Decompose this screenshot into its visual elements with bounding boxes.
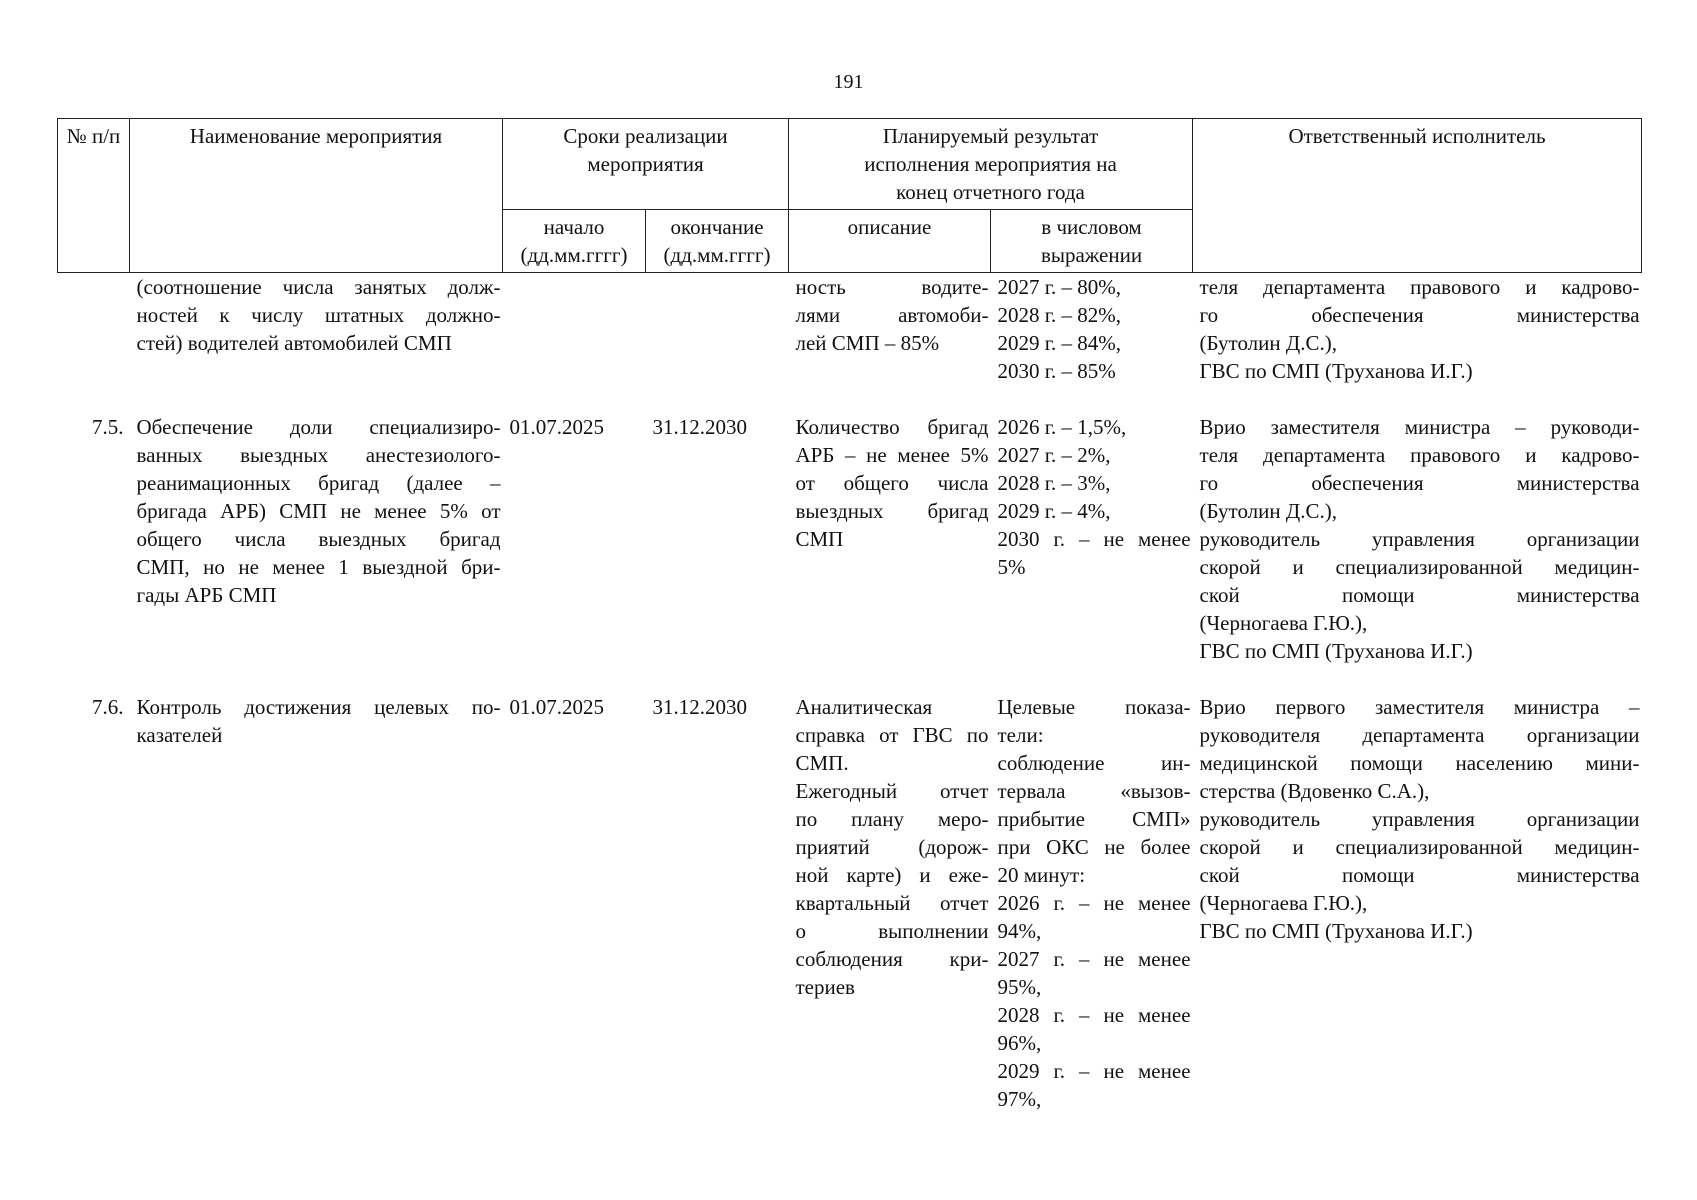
- text-line: тервала «вызов-: [997, 779, 1191, 803]
- row-name: [130, 273, 503, 414]
- header-result: Планируемый результат исполнения мероприятия на конец отчетного года: [789, 119, 1193, 210]
- text-line: 2029 г. – 84%,: [997, 331, 1121, 355]
- text-line: 2027 г. – 2%,: [997, 443, 1111, 467]
- header-desc: описание: [789, 210, 991, 273]
- text-line: скорой и специализированной медицин-: [1199, 835, 1640, 859]
- text-line: по плану меро-: [795, 807, 989, 831]
- table-body: [58, 273, 1642, 1134]
- text-line: ванных выездных анестезиолого-: [136, 443, 501, 467]
- text-line: 2029 г. – 4%,: [997, 499, 1111, 523]
- text-line: ной карте) и еже-: [795, 863, 989, 887]
- text-line: соблюдения кри-: [795, 947, 989, 971]
- text-line: выездных бригад: [795, 499, 989, 523]
- row-value: [991, 693, 1193, 1133]
- text-line: Обеспечение доли специализиро-: [136, 415, 501, 439]
- text-line: квартальный отчет: [795, 891, 989, 915]
- text-line: при ОКС не более: [997, 835, 1191, 859]
- text-line: 2027 г. – 80%,: [997, 275, 1121, 299]
- text-line: Ежегодный отчет: [795, 779, 989, 803]
- text-line: от общего числа: [795, 471, 989, 495]
- header-start: начало (дд.мм.гггг): [503, 210, 646, 273]
- text-line: ностей к числу штатных должно-: [136, 303, 501, 327]
- text-line: лями автомоби-: [795, 303, 989, 327]
- row-name: [130, 413, 503, 693]
- text-line: 2028 г. – не менее: [997, 1003, 1191, 1027]
- row-value: [991, 273, 1193, 414]
- table-row: [58, 413, 1642, 693]
- text-line: казателей: [136, 723, 223, 747]
- text-line: ской помощи министерства: [1199, 583, 1640, 607]
- activities-table: [57, 118, 1641, 1133]
- text-line: Аналитическая: [795, 695, 933, 719]
- text-line: соблюдение ин-: [997, 751, 1191, 775]
- row-desc: [789, 693, 991, 1133]
- row-num: [58, 273, 130, 414]
- row-end: 31.12.2030: [652, 415, 747, 439]
- text-line: 2030 г. – не менее: [997, 527, 1191, 551]
- text-line: го обеспечения министерства: [1199, 471, 1640, 495]
- text-line: гады АРБ СМП: [136, 583, 277, 607]
- text-line: реанимационных бригад (далее –: [136, 471, 501, 495]
- row-responsible: [1193, 413, 1642, 693]
- text-line: теля департамента правового и кадрово-: [1199, 443, 1640, 467]
- row-desc: [789, 413, 991, 693]
- text-line: стей) водителей автомобилей СМП: [136, 331, 452, 355]
- text-line: теля департамента правового и кадрово-: [1199, 275, 1640, 299]
- header-end: окончание (дд.мм.гггг): [646, 210, 789, 273]
- text-line: Врио первого заместителя министра –: [1199, 695, 1640, 719]
- text-line: медицинской помощи населению мини-: [1199, 751, 1640, 775]
- text-line: 97%,: [997, 1087, 1042, 1111]
- text-line: териев: [795, 975, 855, 999]
- text-line: 95%,: [997, 975, 1042, 999]
- table-header: [58, 119, 1642, 273]
- text-line: тели:: [997, 723, 1044, 747]
- header-value: в числовом выражении: [991, 210, 1193, 273]
- row-desc: [789, 273, 991, 414]
- text-line: (Черногаева Г.Ю.),: [1199, 611, 1368, 635]
- text-line: 20 минут:: [997, 863, 1086, 887]
- text-line: 5%: [997, 555, 1026, 579]
- text-line: ГВС по СМП (Труханова И.Г.): [1199, 359, 1473, 383]
- text-line: ГВС по СМП (Труханова И.Г.): [1199, 919, 1473, 943]
- text-line: Врио заместителя министра – руководи-: [1199, 415, 1640, 439]
- row-value: [991, 413, 1193, 693]
- text-line: общего числа выездных бригад: [136, 527, 501, 551]
- text-line: лей СМП – 85%: [795, 331, 940, 355]
- header-name: Наименование мероприятия: [130, 119, 503, 273]
- text-line: прибытие СМП»: [997, 807, 1191, 831]
- text-line: АРБ – не менее 5%: [795, 443, 989, 467]
- text-line: руководителя департамента организации: [1199, 723, 1640, 747]
- text-line: (соотношение числа занятых долж-: [136, 275, 501, 299]
- text-line: го обеспечения министерства: [1199, 303, 1640, 327]
- text-line: 96%,: [997, 1031, 1042, 1055]
- row-responsible: [1193, 273, 1642, 414]
- row-start: 01.07.2025: [509, 415, 604, 439]
- text-line: СМП: [795, 527, 844, 551]
- text-line: бригада АРБ) СМП не менее 5% от: [136, 499, 501, 523]
- text-line: скорой и специализированной медицин-: [1199, 555, 1640, 579]
- text-line: 2028 г. – 3%,: [997, 471, 1111, 495]
- table-row: [58, 693, 1642, 1133]
- text-line: о выполнении: [795, 919, 989, 943]
- text-line: 2030 г. – 85%: [997, 359, 1116, 383]
- text-line: 2027 г. – не менее: [997, 947, 1191, 971]
- header-num: № п/п: [58, 119, 130, 273]
- text-line: 2029 г. – не менее: [997, 1059, 1191, 1083]
- row-num: 7.5.: [92, 415, 124, 439]
- activities-table-grid: [57, 118, 1642, 1133]
- text-line: (Бутолин Д.С.),: [1199, 331, 1337, 355]
- text-line: Количество бригад: [795, 415, 989, 439]
- page-number: 191: [833, 71, 864, 93]
- header-responsible: Ответственный исполнитель: [1193, 119, 1642, 273]
- text-line: (Черногаева Г.Ю.),: [1199, 891, 1368, 915]
- row-start: 01.07.2025: [509, 695, 604, 719]
- row-end: [646, 273, 789, 414]
- row-name: [130, 693, 503, 1133]
- text-line: Контроль достижения целевых по-: [136, 695, 501, 719]
- table-row: [58, 273, 1642, 414]
- text-line: Целевые показа-: [997, 695, 1191, 719]
- text-line: ГВС по СМП (Труханова И.Г.): [1199, 639, 1473, 663]
- text-line: 2026 г. – 1,5%,: [997, 415, 1127, 439]
- text-line: руководитель управления организации: [1199, 527, 1640, 551]
- row-responsible: [1193, 693, 1642, 1133]
- text-line: ность водите-: [795, 275, 989, 299]
- text-line: 2026 г. – не менее: [997, 891, 1191, 915]
- text-line: приятий (дорож-: [795, 835, 989, 859]
- text-line: стерства (Вдовенко С.А.),: [1199, 779, 1430, 803]
- text-line: 94%,: [997, 919, 1042, 943]
- header-dates: Сроки реализации мероприятия: [503, 119, 789, 210]
- text-line: СМП.: [795, 751, 849, 775]
- row-start: [503, 273, 646, 414]
- text-line: (Бутолин Д.С.),: [1199, 499, 1337, 523]
- text-line: ской помощи министерства: [1199, 863, 1640, 887]
- text-line: справка от ГВС по: [795, 723, 989, 747]
- text-line: руководитель управления организации: [1199, 807, 1640, 831]
- row-num: 7.6.: [92, 695, 124, 719]
- text-line: СМП, но не менее 1 выездной бри-: [136, 555, 501, 579]
- row-end: 31.12.2030: [652, 695, 747, 719]
- text-line: 2028 г. – 82%,: [997, 303, 1121, 327]
